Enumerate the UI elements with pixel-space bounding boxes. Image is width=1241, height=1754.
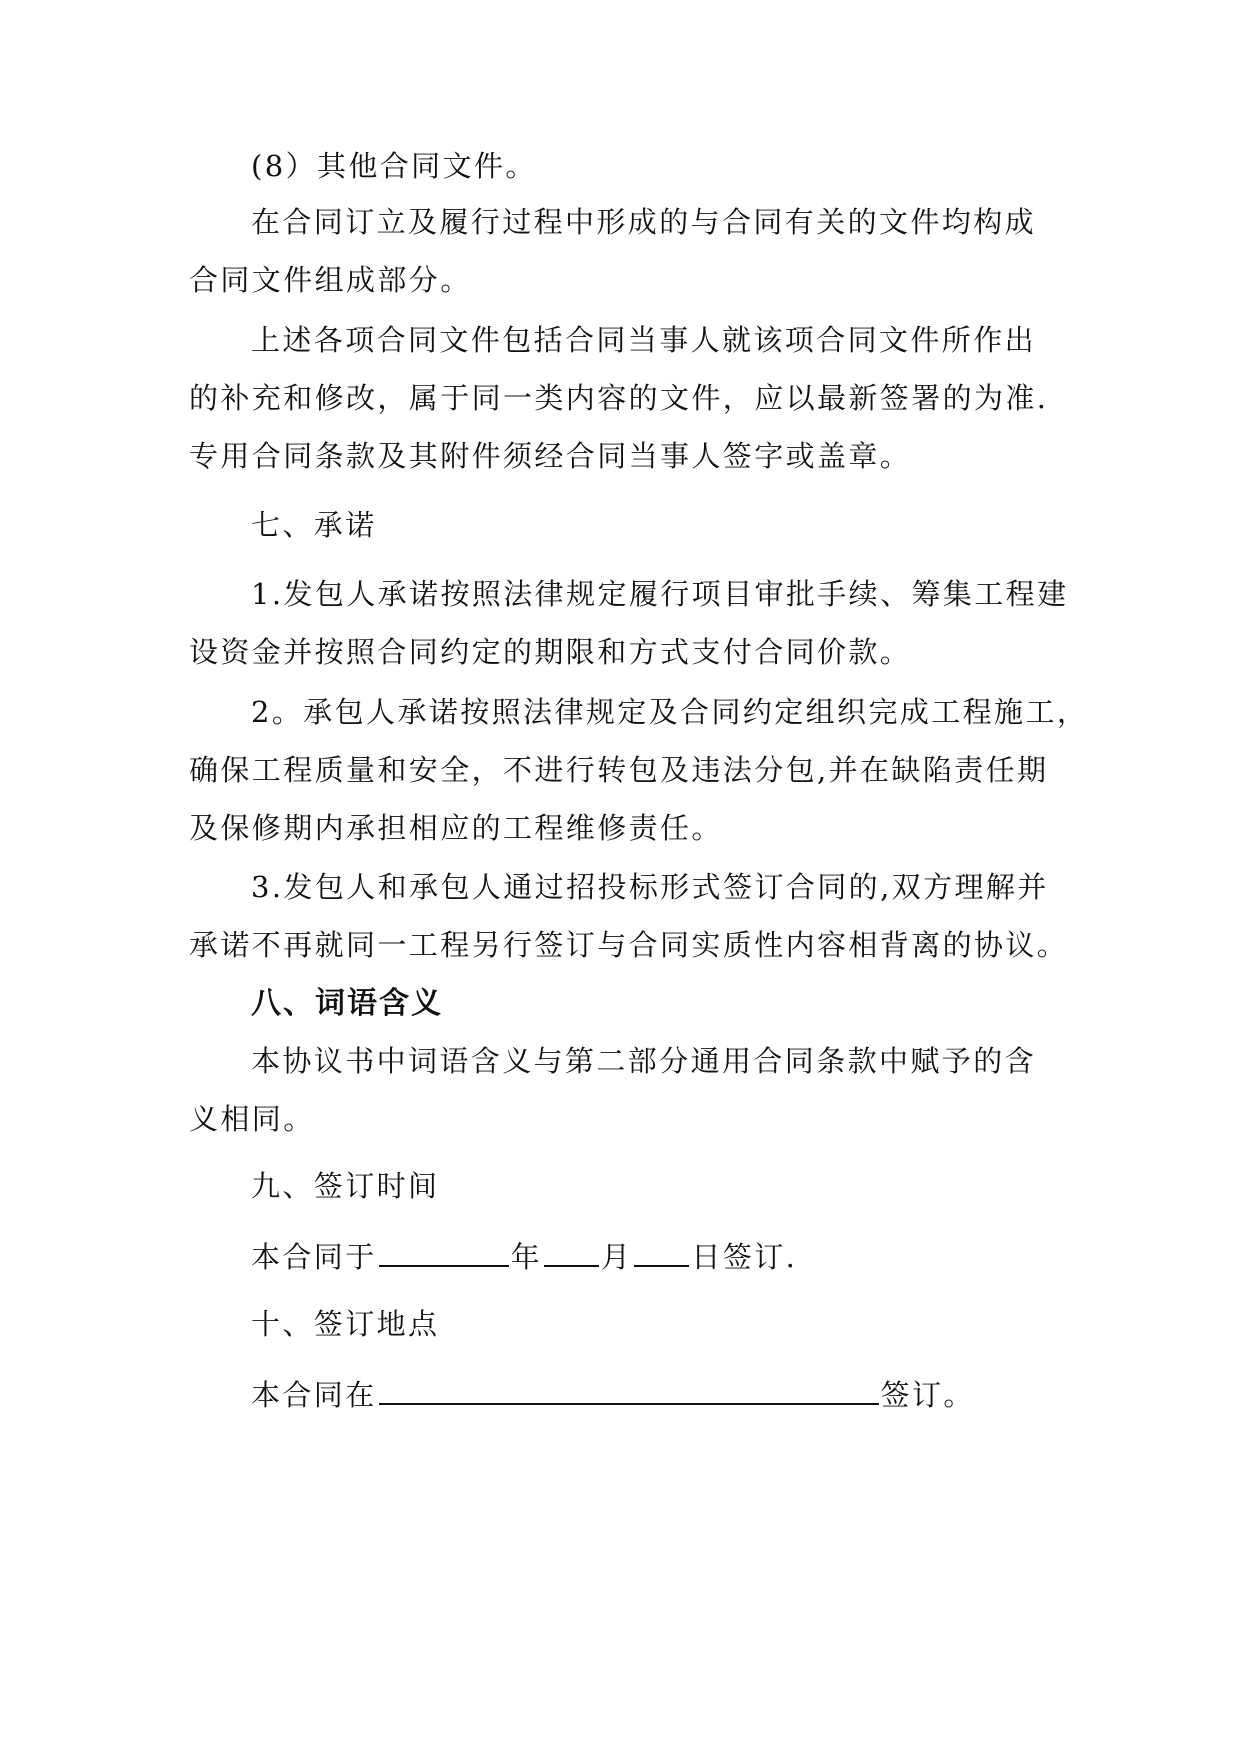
definitions-line2: 义相同。	[189, 1102, 315, 1136]
paragraph-precedence-line3: 专用合同条款及其附件须经合同当事人签字或盖章。	[189, 439, 912, 473]
month-blank[interactable]	[544, 1235, 599, 1267]
definitions-line1: 本协议书中词语含义与第二部分通用合同条款中赋予的含	[251, 1044, 1037, 1078]
paragraph-contract-docs-line1: 在合同订立及履行过程中形成的与合同有关的文件均构成	[251, 205, 1037, 239]
section7-heading: 七、承诺	[251, 508, 377, 542]
commitment-item2-line1: 2。承包人承诺按照法律规定及合同约定组织完成工程施工，	[251, 695, 1089, 729]
year-label: 年	[510, 1240, 543, 1274]
commitment-item2-line2: 确保工程质量和安全，不进行转包及违法分包,并在缺陷责任期	[189, 753, 1049, 787]
signing-place-prefix: 本合同在	[251, 1378, 377, 1412]
paragraph-contract-docs-line2: 合同文件组成部分。	[189, 263, 472, 297]
place-blank[interactable]	[379, 1373, 879, 1405]
paragraph-precedence-line2: 的补充和修改，属于同一类内容的文件，应以最新签署的为准.	[189, 381, 1049, 415]
commitment-item1-line1: 1.发包人承诺按照法律规定履行项目审批手续、筹集工程建	[251, 577, 1069, 611]
signing-place-suffix: 签订。	[880, 1378, 975, 1412]
commitment-item3-line1: 3.发包人和承包人通过招投标形式签订合同的,双方理解并	[251, 870, 1049, 904]
commitment-item3-line2: 承诺不再就同一工程另行签订与合同实质性内容相背离的协议。	[189, 928, 1069, 962]
year-blank[interactable]	[379, 1235, 509, 1267]
day-label: 日签订.	[691, 1240, 798, 1274]
month-label: 月	[601, 1240, 633, 1274]
day-blank[interactable]	[634, 1235, 689, 1267]
section10-heading: 十、签订地点	[251, 1307, 440, 1341]
signing-date-prefix: 本合同于	[251, 1240, 377, 1274]
commitment-item1-line2: 设资金并按照合同约定的期限和方式支付合同价款。	[189, 635, 912, 669]
section9-heading: 九、签订时间	[251, 1169, 440, 1203]
commitment-item2-line3: 及保修期内承担相应的工程维修责任。	[189, 811, 723, 845]
signing-place-line	[0, 1373, 1241, 1415]
paragraph-precedence-line1: 上述各项合同文件包括合同当事人就该项合同文件所作出	[251, 323, 1037, 357]
section8-heading: 八、词语含义	[251, 986, 443, 1021]
paragraph-other-documents: (8）其他合同文件。	[251, 149, 537, 183]
signing-date-line	[0, 1235, 1241, 1277]
